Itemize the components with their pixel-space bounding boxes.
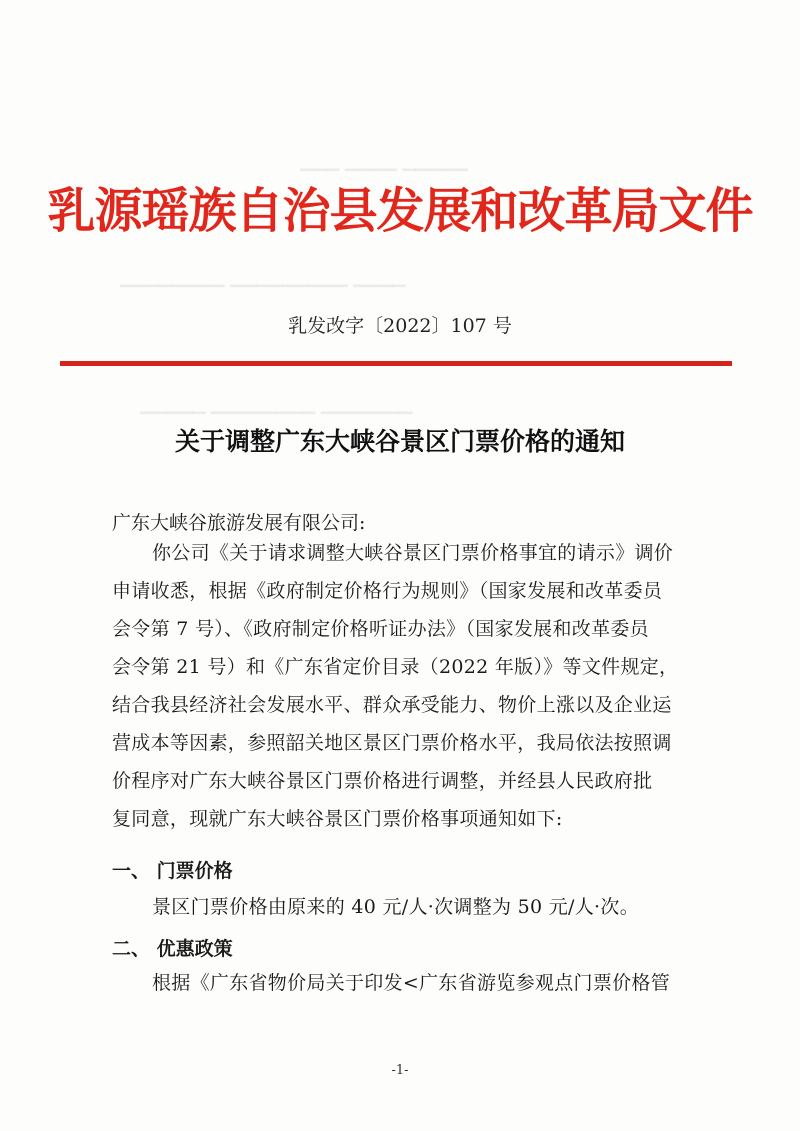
section-heading-discount-policy: 二、 优惠政策	[112, 938, 233, 960]
addressee: 广东大峡谷旅游发展有限公司:	[112, 512, 366, 534]
notice-title: 关于调整广东大峡谷景区门票价格的通知	[174, 427, 625, 456]
paragraph-line: 结合我县经济社会发展水平、群众承受能力、物价上涨以及企业运	[112, 694, 672, 716]
paragraph-line: 复同意，现就广东大峡谷景区门票价格事项通知如下:	[112, 808, 563, 830]
paragraph-line: 价程序对广东大峡谷景区门票价格进行调整，并经县人民政府批	[112, 770, 653, 792]
paragraph-line: 营成本等因素，参照韶关地区景区门票价格水平，我局依法按照调	[112, 732, 672, 754]
bleed-through-decoration: ▁▁▁ ▁▁▁▁ ▁▁▁▁▁	[300, 152, 468, 172]
paragraph-line: 你公司《关于请求调整大峡谷景区门票价格事宜的请示》调价	[152, 542, 674, 564]
page-number: -1-	[391, 1063, 409, 1078]
ticket-price-text: 景区门票价格由原来的 40 元/人·次调整为 50 元/人·次。	[152, 896, 639, 918]
paragraph-line: 会令第 21 号）和《广东省定价目录（2022 年版）》等文件规定，	[112, 656, 679, 678]
discount-policy-text: 根据《广东省物价局关于印发<广东省游览参观点门票价格管	[152, 972, 671, 994]
document-number: 乳发改字〔2022〕107 号	[288, 315, 512, 337]
bleed-through-decoration: ▁▁▁▁▁▁▁▁ ▁▁▁▁▁▁▁▁▁ ▁▁▁▁	[120, 268, 406, 288]
paragraph-line: 会令第 7 号）、《政府制定价格听证办法》（国家发展和改革委员	[112, 618, 649, 640]
issuer-header: 乳源瑶族自治县发展和改革局文件	[47, 183, 753, 239]
section-heading-ticket-price: 一、 门票价格	[112, 860, 233, 882]
red-separator-rule	[60, 361, 732, 366]
paragraph-line: 申请收悉，根据《政府制定价格行为规则》（国家发展和改革委员	[112, 580, 663, 602]
bleed-through-decoration: ▁▁▁▁▁ ▁▁▁▁▁▁▁▁ ▁▁▁▁▁▁▁	[140, 395, 413, 415]
